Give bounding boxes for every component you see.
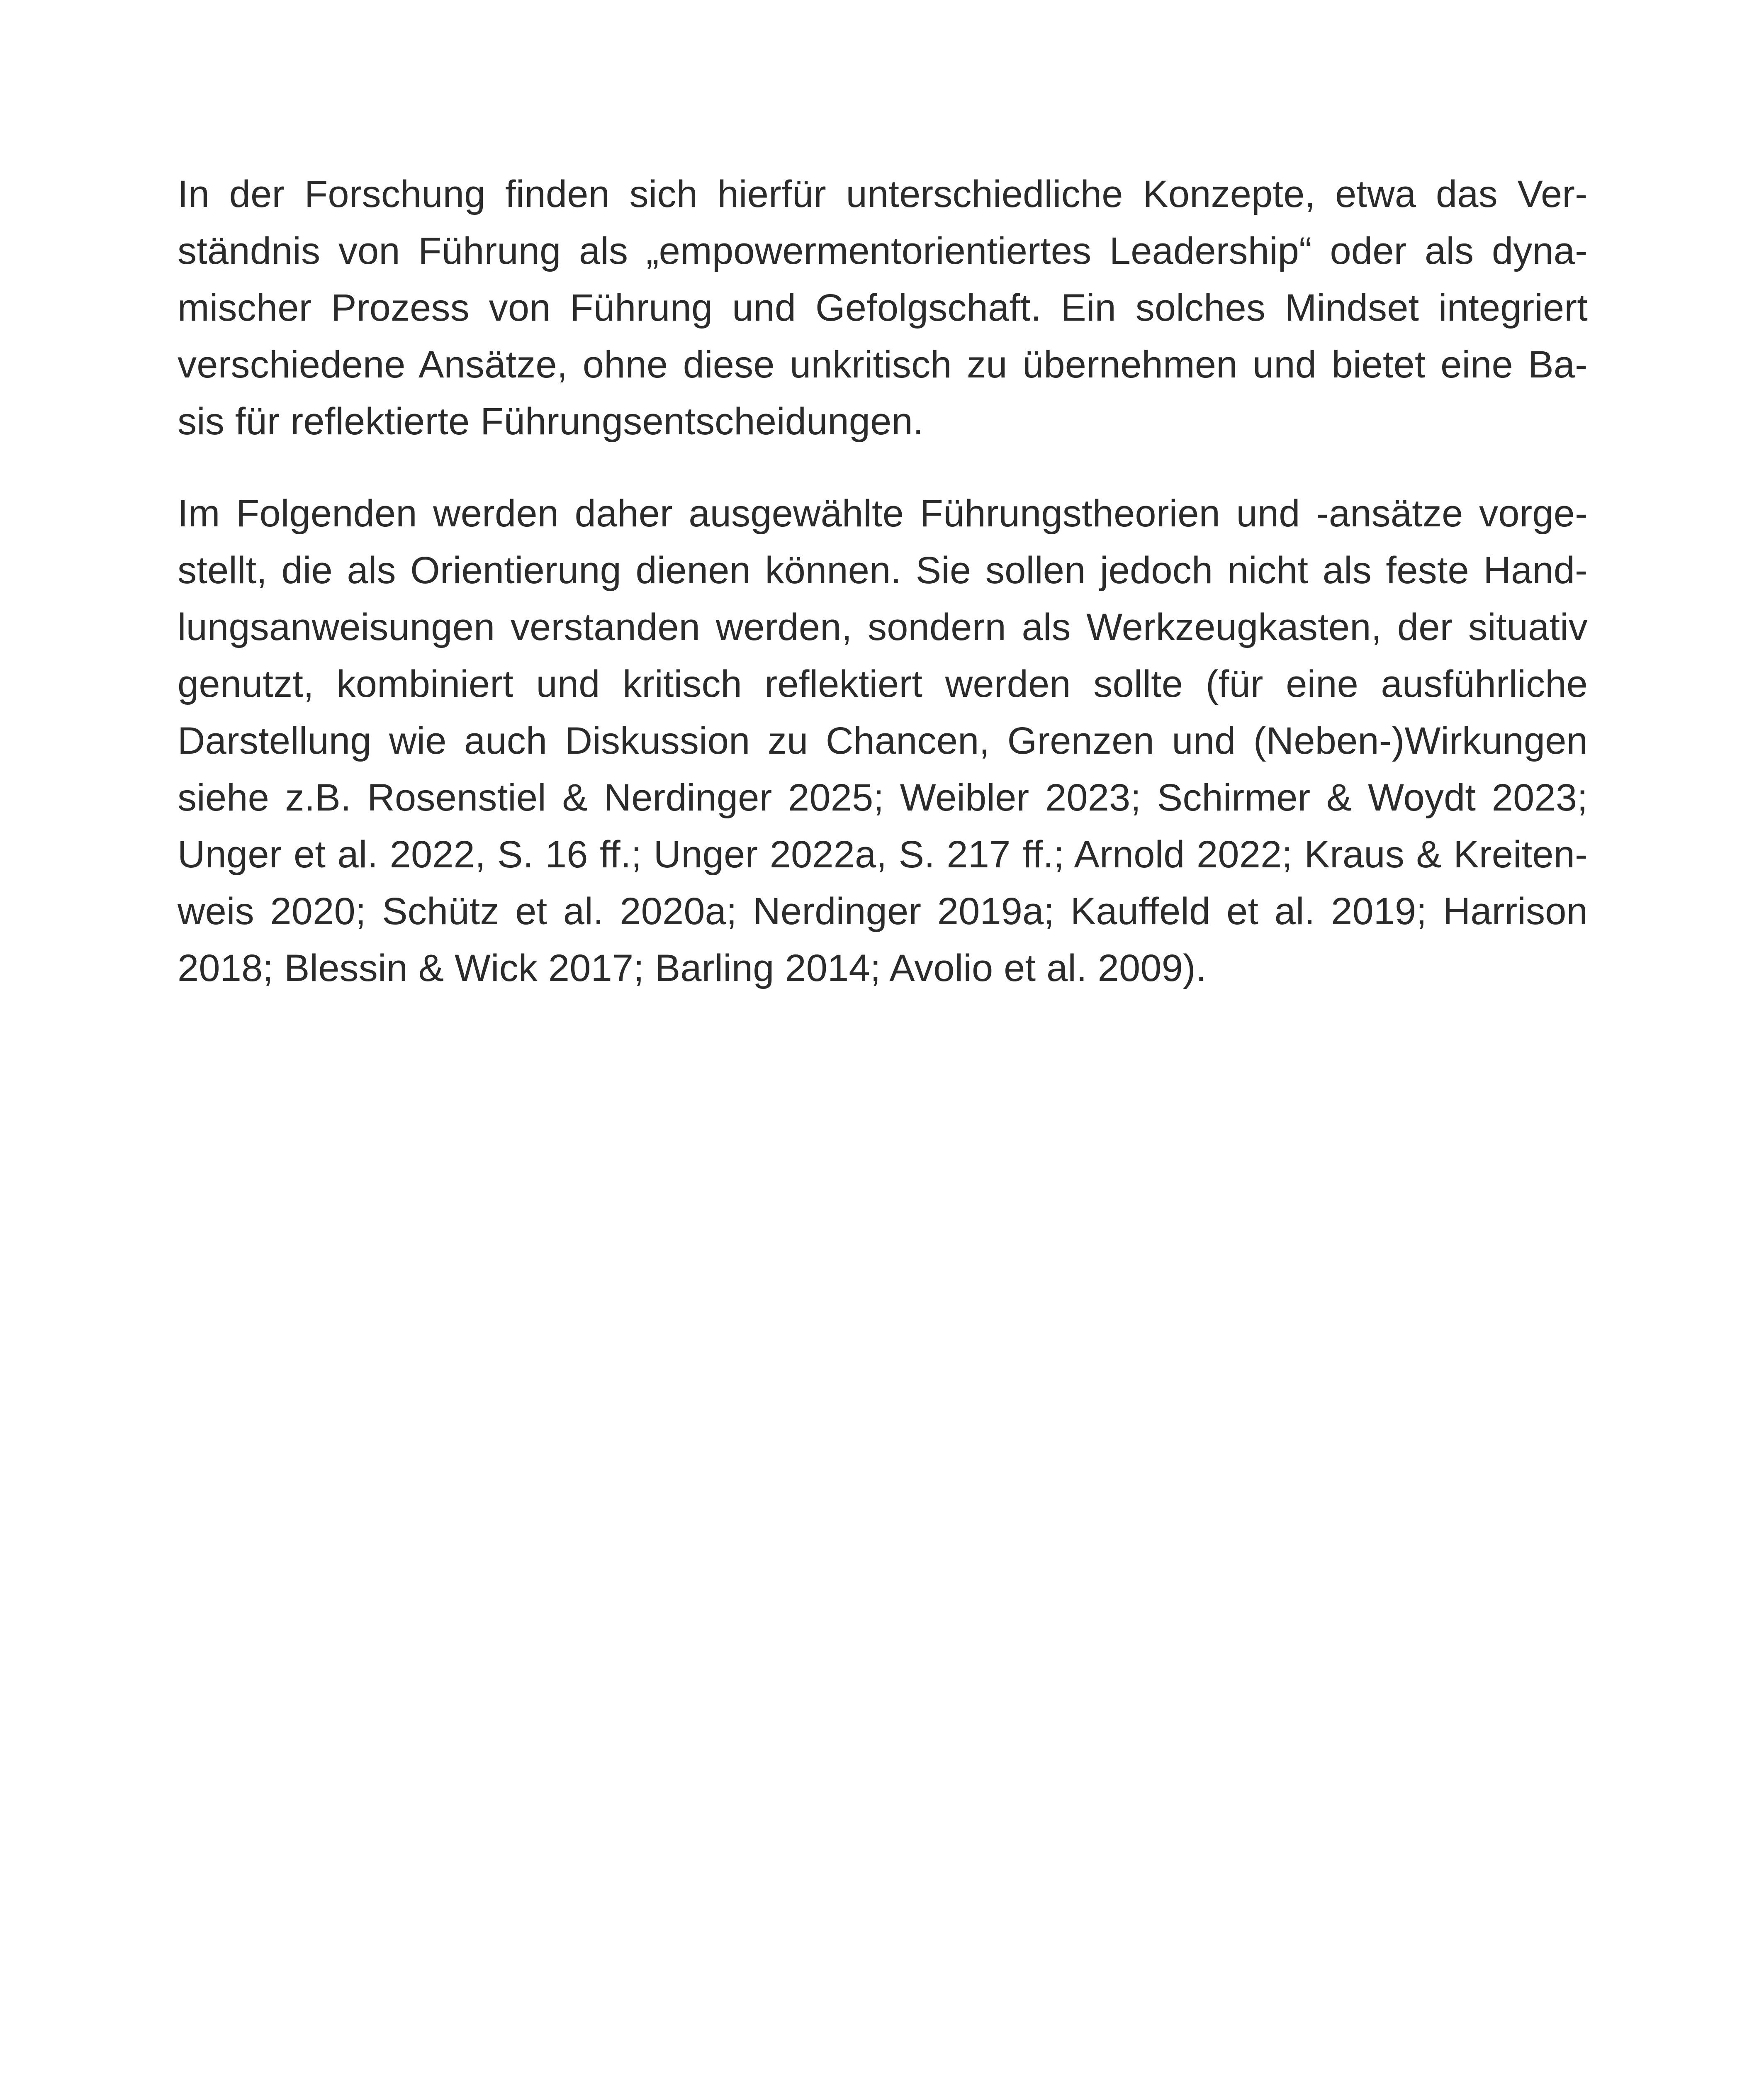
paragraph-line: Darstellung wie auch Diskussion zu Chancen, Grenzen und (Neben-)Wirkungen bbox=[178, 720, 1588, 762]
paragraph-line: sis für reflektierte Führungsentscheidungen. bbox=[178, 400, 924, 443]
paragraph-line: weis 2020; Schütz et al. 2020a; Nerdinger 2019a; Kauffeld et al. 2019; Harrison bbox=[178, 890, 1588, 932]
paragraph-line: Im Folgenden werden daher ausgewählte Führungstheorien und -ansätze vorge- bbox=[178, 492, 1588, 535]
paragraph-line: In der Forschung finden sich hierfür unterschiedliche Konzepte, etwa das Ver- bbox=[178, 173, 1588, 215]
paragraph-2 bbox=[178, 485, 1588, 997]
paragraph-line: stellt, die als Orientierung dienen können. Sie sollen jedoch nicht als feste Hand- bbox=[178, 549, 1588, 592]
paragraph-line: 2018; Blessin & Wick 2017; Barling 2014; Avolio et al. 2009). bbox=[178, 947, 1207, 989]
paragraph-line: ständnis von Führung als „empowermentorientiertes Leadership“ oder als dyna- bbox=[178, 230, 1588, 272]
paragraph-1 bbox=[178, 166, 1588, 450]
paragraph-line: Unger et al. 2022, S. 16 ff.; Unger 2022a, S. 217 ff.; Arnold 2022; Kraus & Kreiten- bbox=[178, 833, 1588, 876]
paragraph-line: siehe z.B. Rosenstiel & Nerdinger 2025; Weibler 2023; Schirmer & Woydt 2023; bbox=[178, 777, 1588, 819]
paragraph-line: mischer Prozess von Führung und Gefolgschaft. Ein solches Mindset integriert bbox=[178, 287, 1588, 329]
paragraph-line: verschiedene Ansätze, ohne diese unkritisch zu übernehmen und bietet eine Ba- bbox=[178, 343, 1588, 386]
paragraph-line: genutzt, kombiniert und kritisch reflektiert werden sollte (für eine ausführliche bbox=[178, 663, 1588, 705]
paragraph-line: lungsanweisungen verstanden werden, sondern als Werkzeugkasten, der situativ bbox=[178, 606, 1588, 648]
